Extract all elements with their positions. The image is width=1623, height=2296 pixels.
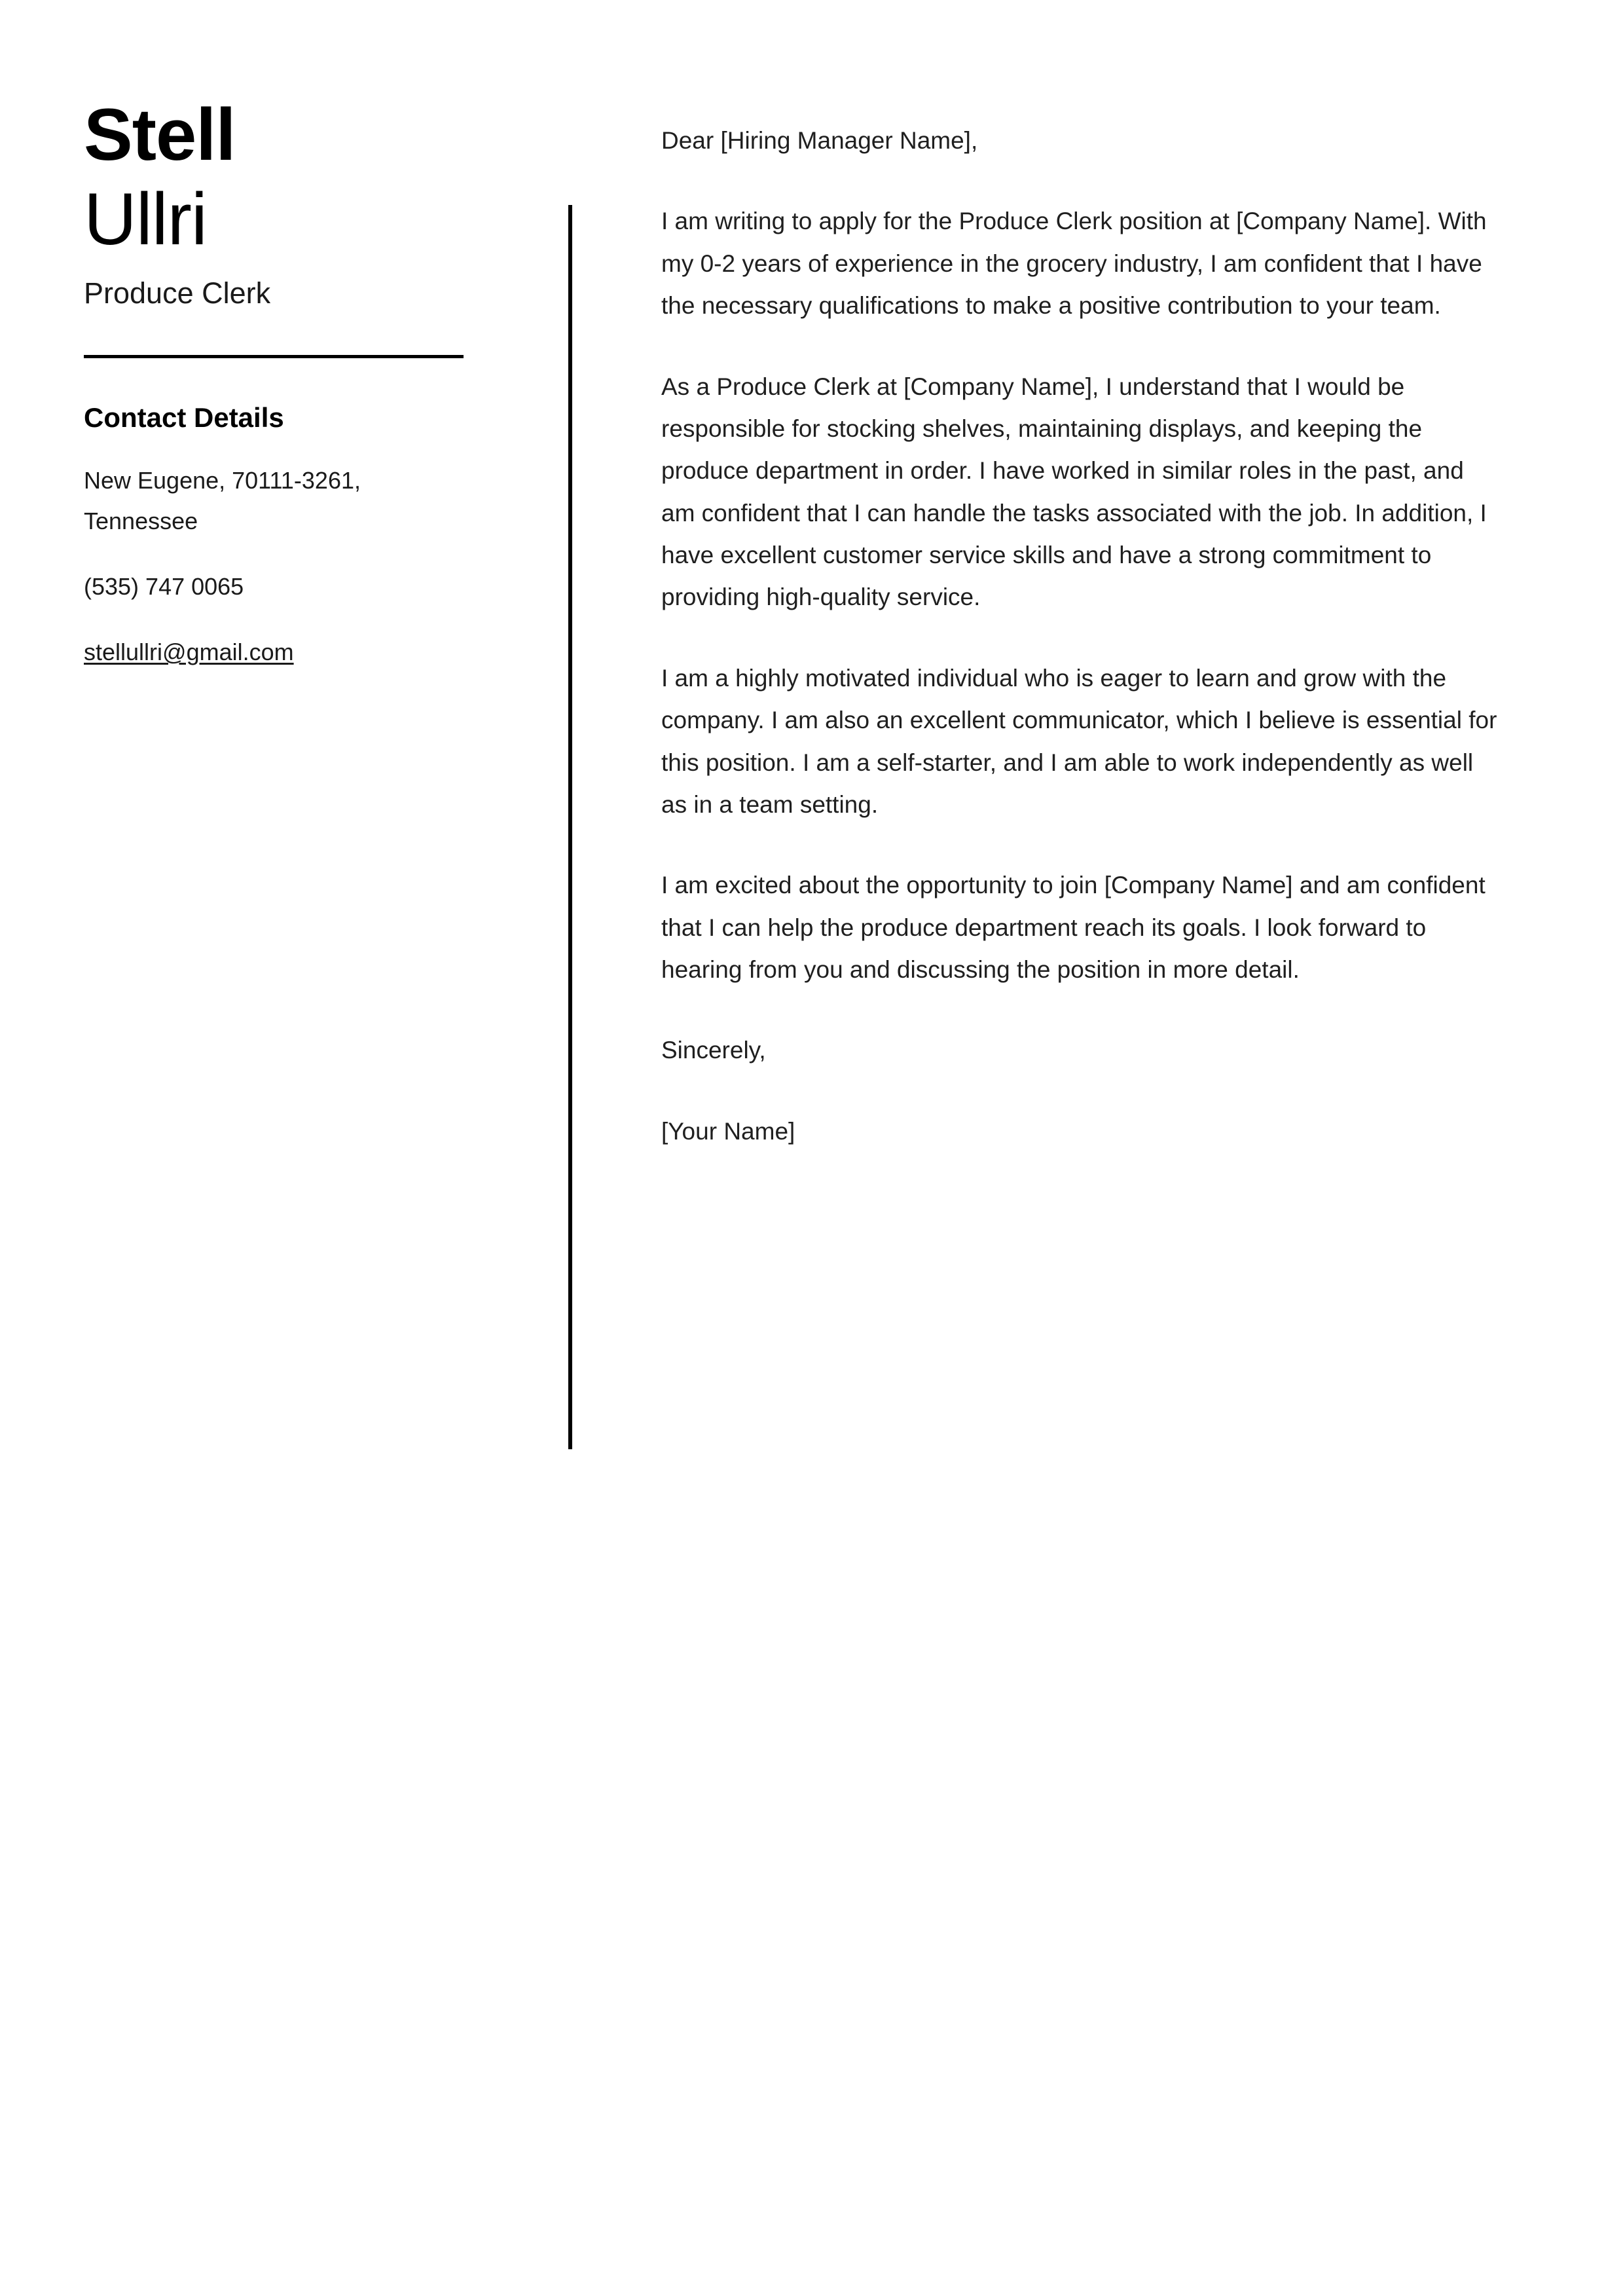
sidebar xyxy=(84,92,503,673)
vertical-divider-rule xyxy=(568,205,572,1449)
contact-details-heading: Contact Details xyxy=(84,401,284,433)
contact-email-link[interactable]: stellullri@gmail.com xyxy=(84,638,294,665)
candidate-name xyxy=(84,92,503,261)
candidate-last-name: Ullri xyxy=(84,178,207,261)
contact-phone: (535) 747 0065 xyxy=(84,573,244,601)
letter-closing: Sincerely, xyxy=(661,1037,766,1064)
letter-body xyxy=(661,120,1503,1153)
candidate-first-name: Stell xyxy=(84,94,236,176)
letter-paragraph-2: As a Produce Clerk at [Company Name], I understand that I would be responsible for stocking shelves, maintaining displays, and keeping the produce department in order. I have worked in similar roles in the past, and am confident that I can handle the tasks associated with the job. In addition, I have excellent customer service skills and have a strong commitment to providing high-quality service. xyxy=(661,373,1487,611)
candidate-job-title: Produce Clerk xyxy=(84,276,271,310)
letter-paragraph-1: I am writing to apply for the Produce Clerk position at [Company Name]. With my 0-2 years of experience in the grocery industry, I am confident that I have the necessary qualifications to make a positive contribution to your team. xyxy=(661,208,1487,320)
contact-details-list xyxy=(84,460,503,673)
contact-email-row xyxy=(84,632,457,673)
sidebar-divider-rule xyxy=(84,355,464,358)
contact-address: New Eugene, 70111-3261, Tennessee xyxy=(84,467,361,535)
letter-paragraph-3: I am a highly motivated individual who is eager to learn and grow with the company. I am also an excellent communicator, which I believe is essential for this position. I am a self-starter, and I am able to work independently as well as in a team setting. xyxy=(661,664,1497,818)
letter-salutation: Dear [Hiring Manager Name], xyxy=(661,127,978,154)
letter-signature: [Your Name] xyxy=(661,1117,795,1145)
letter-paragraph-4: I am excited about the opportunity to join [Company Name] and am confident that I can help the produce department reach its goals. I look forward to hearing from you and discussing the position in more detail. xyxy=(661,872,1486,983)
